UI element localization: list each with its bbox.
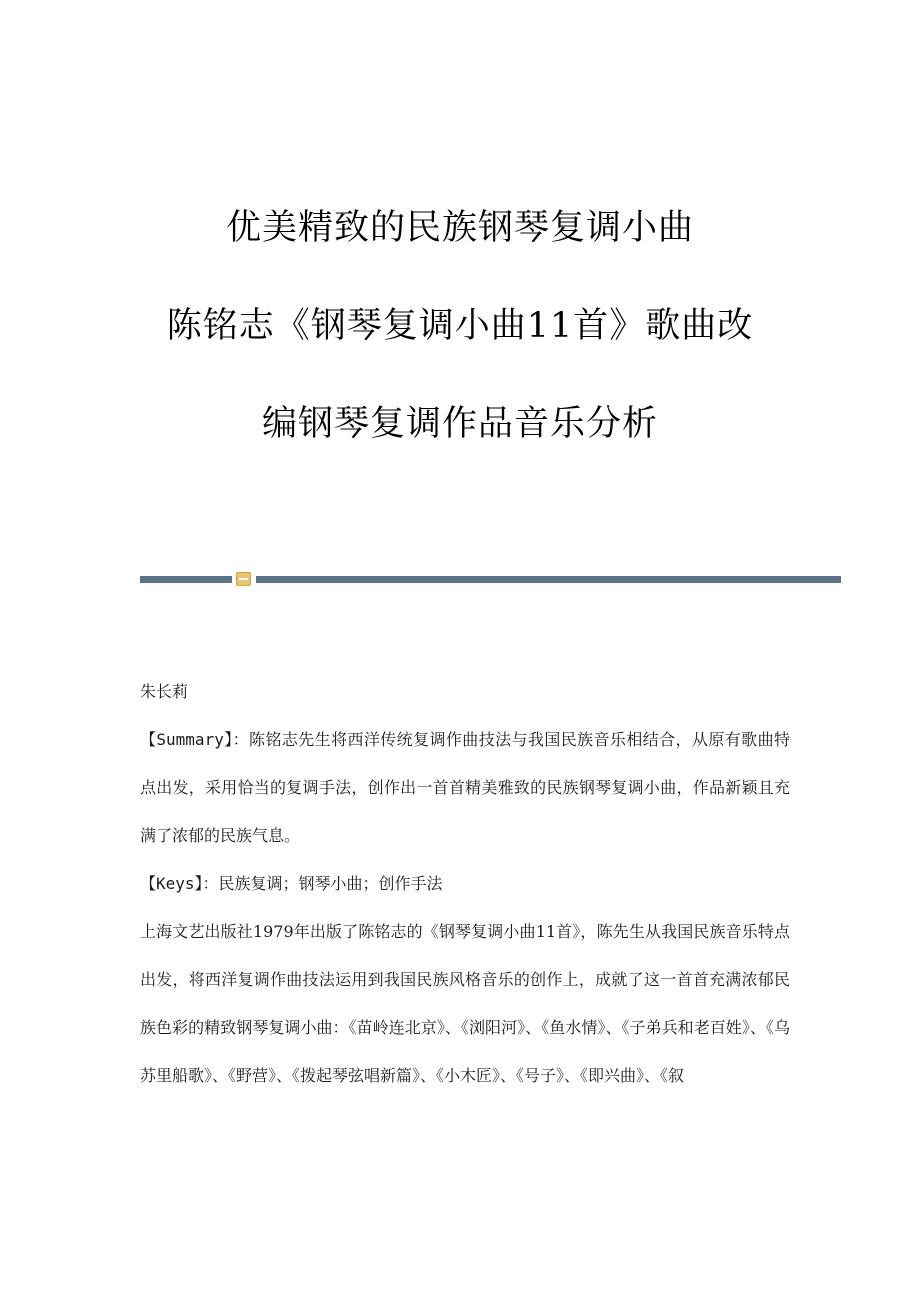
title-line-1: 优美精致的民族钢琴复调小曲	[225, 208, 694, 248]
summary-paragraph	[140, 716, 790, 860]
summary-text: 陈铭志先生将西洋传统复调作曲技法与我国民族音乐相结合，从原有歌曲特点出发，采用恰当的复调手法，创作出一首首精美雅致的民族钢琴复调小曲，作品新颖且充满了浓郁的民族气息。	[140, 730, 790, 845]
document-title	[0, 208, 920, 502]
title-line-2: 陈铭志《钢琴复调小曲11首》歌曲改	[166, 306, 754, 346]
keys-paragraph	[140, 860, 790, 908]
keys-text: 民族复调；钢琴小曲；创作手法	[218, 874, 443, 893]
title-divider	[140, 572, 841, 586]
body-paragraph: 上海文艺出版社1979年出版了陈铭志的《钢琴复调小曲11首》，陈先生从我国民族音乐特点出发，将西洋复调作曲技法运用到我国民族风格音乐的创作上，成就了这一首首充满浓郁民族色彩的精致钢琴复调小曲：《苗岭连北京》、《浏阳河》、《鱼水情》、《子弟兵和老百姓》、《乌苏里船歌》、《野营》、《拨起琴弦唱新篇》、《小木匠》、《号子》、《即兴曲》、《叙	[140, 922, 790, 1085]
summary-label: 【Summary】：	[140, 730, 250, 749]
divider-ornament-icon	[236, 572, 251, 586]
title-line-3: 编钢琴复调作品音乐分析	[261, 404, 658, 444]
document-body	[140, 668, 790, 1100]
keys-label: 【Keys】：	[140, 874, 219, 893]
author-name: 朱长莉	[140, 682, 189, 701]
divider-bar-left	[140, 576, 232, 583]
divider-bar-right	[256, 576, 841, 583]
